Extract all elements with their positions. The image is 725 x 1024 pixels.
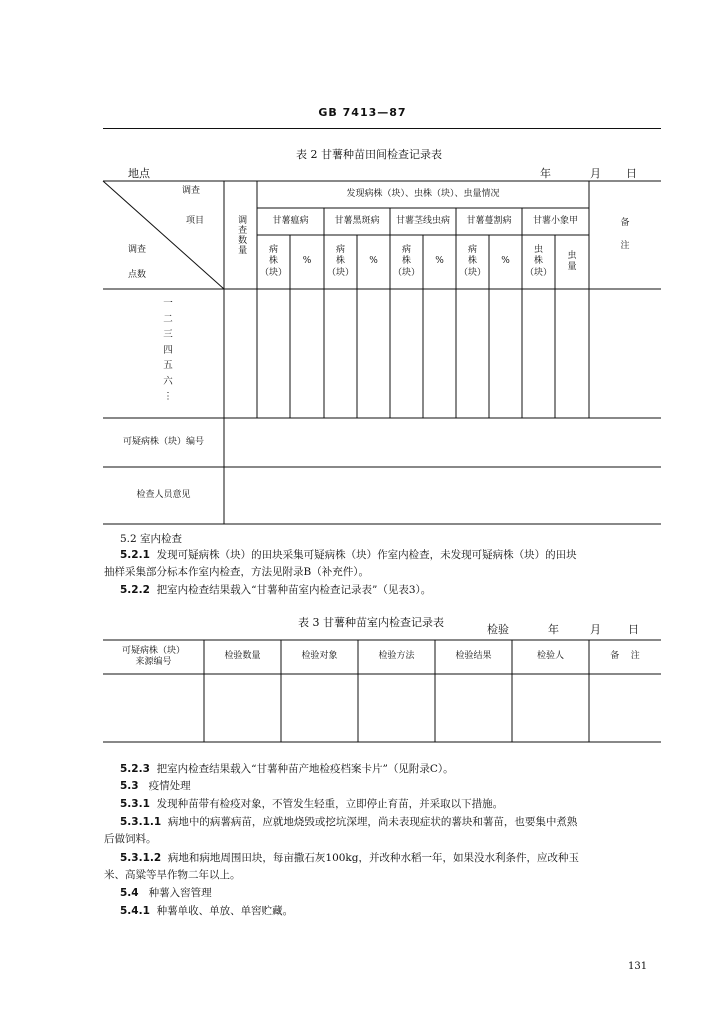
section-5-4-title: 5.4 种薯入窖管理 [120,887,212,899]
survey-point: 一 [163,298,173,309]
survey-point: 四 [163,344,173,356]
page-number: 131 [628,961,648,972]
diag-survey2: 调查 [128,245,147,255]
sub-label-percent: % [302,256,312,267]
survey-point: 三 [163,329,173,340]
sub-label-percent: % [435,256,444,267]
para-5-2-1-cont: 抽样采集部分标本作室内检查，方法见附录B（补充件）。 [104,566,369,578]
sub-label-count: 病 株 （块） [392,245,420,278]
table3-header: 检验人 [536,651,564,662]
table3-header: 检验对象 [301,651,338,662]
table3-header: 可疑病株（块） 来源编号 [121,645,185,667]
disease-header: 甘薯瘟病 [272,215,309,226]
diag-points: 点数 [128,270,147,280]
disease-header: 甘薯小象甲 [532,215,578,226]
table3-date-year: 年 [548,623,559,636]
table2-date-day: 日 [626,167,637,180]
table3-header: 检验结果 [455,651,492,662]
para-5-3-1-1-cont: 后做饲料。 [104,833,157,845]
survey-point: 二 [163,313,173,325]
survey-count-header: 调查数量 [236,215,247,255]
diag-survey: 调查 [182,186,201,196]
survey-point: ⋮ [163,391,173,402]
disease-header: 甘薯蔓割病 [466,215,512,226]
diag-item: 项目 [186,216,205,226]
para-5-3-1: 5.3.1 发现种苗带有检疫对象，不管发生轻重，立即停止育苗，并采取以下措施。 [120,798,504,810]
table3-header: 检验数量 [224,651,261,662]
table3-date-day: 日 [628,623,639,636]
table2-place-label: 地点 [128,167,150,180]
sub-label-insect-count: 虫 量 [567,250,577,272]
doc-code: GB 7413—87 [318,106,407,119]
para-5-3-1-1: 5.3.1.1 病地中的病薯病苗，应就地烧毁或挖坑深埋，尚未表现症状的薯块和薯苗，也要集中煮熟 [120,816,578,828]
table3-header: 备 注 [610,651,640,662]
table3-caption: 表 3 甘薯种苗室内检查记录表 [298,616,444,629]
para-5-2-2: 5.2.2 把室内检查结果载入“甘薯种苗室内检查记录表”（见表3）。 [120,584,432,596]
table3-date-prefix: 检验 [487,623,509,636]
sub-label-percent: % [369,256,378,267]
para-5-2-1: 5.2.1 发现可疑病株（块）的田块采集可疑病株（块）作室内检查，未发现可疑病株（块）的田块 [120,549,577,561]
disease-header: 甘薯黑斑病 [334,215,380,226]
survey-point: 六 [163,375,173,387]
remarks-header: 备 注 [620,218,630,251]
group-title: 发现病株（块）、虫株（块）、虫量情况 [346,188,500,199]
disease-header: 甘薯茎线虫病 [395,215,450,226]
section-5-3-title: 5.3 疫情处理 [120,780,191,792]
suspect-plants-label: 可疑病株（块）编号 [122,436,204,447]
para-5-2-3: 5.2.3 把室内检查结果载入“甘薯种苗产地检疫档案卡片”（见附录C）。 [120,763,454,775]
sub-label-percent: % [501,256,510,267]
sub-label-count: 病 株 （块） [458,245,486,278]
sub-label-count: 病 株 （块） [326,245,354,278]
para-5-3-1-2: 5.3.1.2 病地和病地周围田块，每亩撒石灰100kg，并改种水稻一年，如果没水利条件，应改种玉 [120,852,580,864]
table3-header: 检验方法 [378,651,415,662]
survey-point: 五 [163,360,173,371]
table2-caption: 表 2 甘薯种苗田间检查记录表 [296,148,442,161]
inspector-opinion-label: 检查人员意见 [136,489,191,500]
table2-date-month: 月 [590,167,601,180]
sub-label-insect-plants: 虫 株 （块） [524,245,552,278]
table2-date-year: 年 [540,167,551,180]
section-5-2-title: 5.2 室内检查 [120,533,183,545]
table3-date-month: 月 [590,623,601,636]
para-5-3-1-2-cont: 米、高粱等旱作物二年以上。 [104,869,241,881]
para-5-4-1: 5.4.1 种薯单收、单放、单窖贮藏。 [120,905,294,917]
sub-label-count: 病 株 （块） [259,245,287,278]
